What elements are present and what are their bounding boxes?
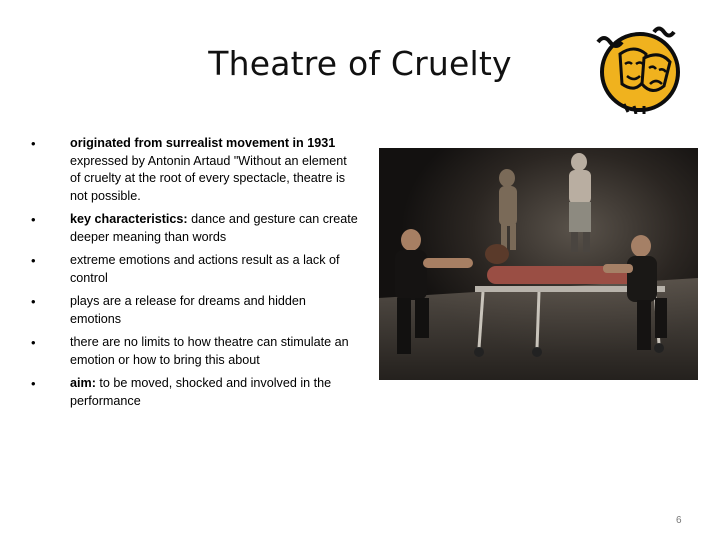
performance-photo — [379, 148, 698, 380]
theatre-masks-icon — [584, 22, 694, 114]
bullet-item: • aim: to be moved, shocked and involved in the performance — [31, 376, 332, 408]
slide-title: Theatre of Cruelty — [208, 44, 512, 83]
bullet-item: • key characteristics: dance and gesture can create deeper meaning than words — [31, 212, 358, 244]
page-number: 6 — [676, 515, 682, 526]
bullet-list — [24, 135, 360, 416]
bullet-item: • extreme emotions and actions result as a lack of control — [31, 253, 340, 285]
bullet-item: • originated from surrealist movement in 1931 expressed by Antonin Artaud "Without an element of cruelty at the root of every spectacle, theatre is not possible. — [31, 136, 347, 203]
bullet-item: • there are no limits to how theatre can stimulate an emotion or how to bring this about — [31, 335, 349, 367]
bullet-item: • plays are a release for dreams and hidden emotions — [31, 294, 306, 326]
